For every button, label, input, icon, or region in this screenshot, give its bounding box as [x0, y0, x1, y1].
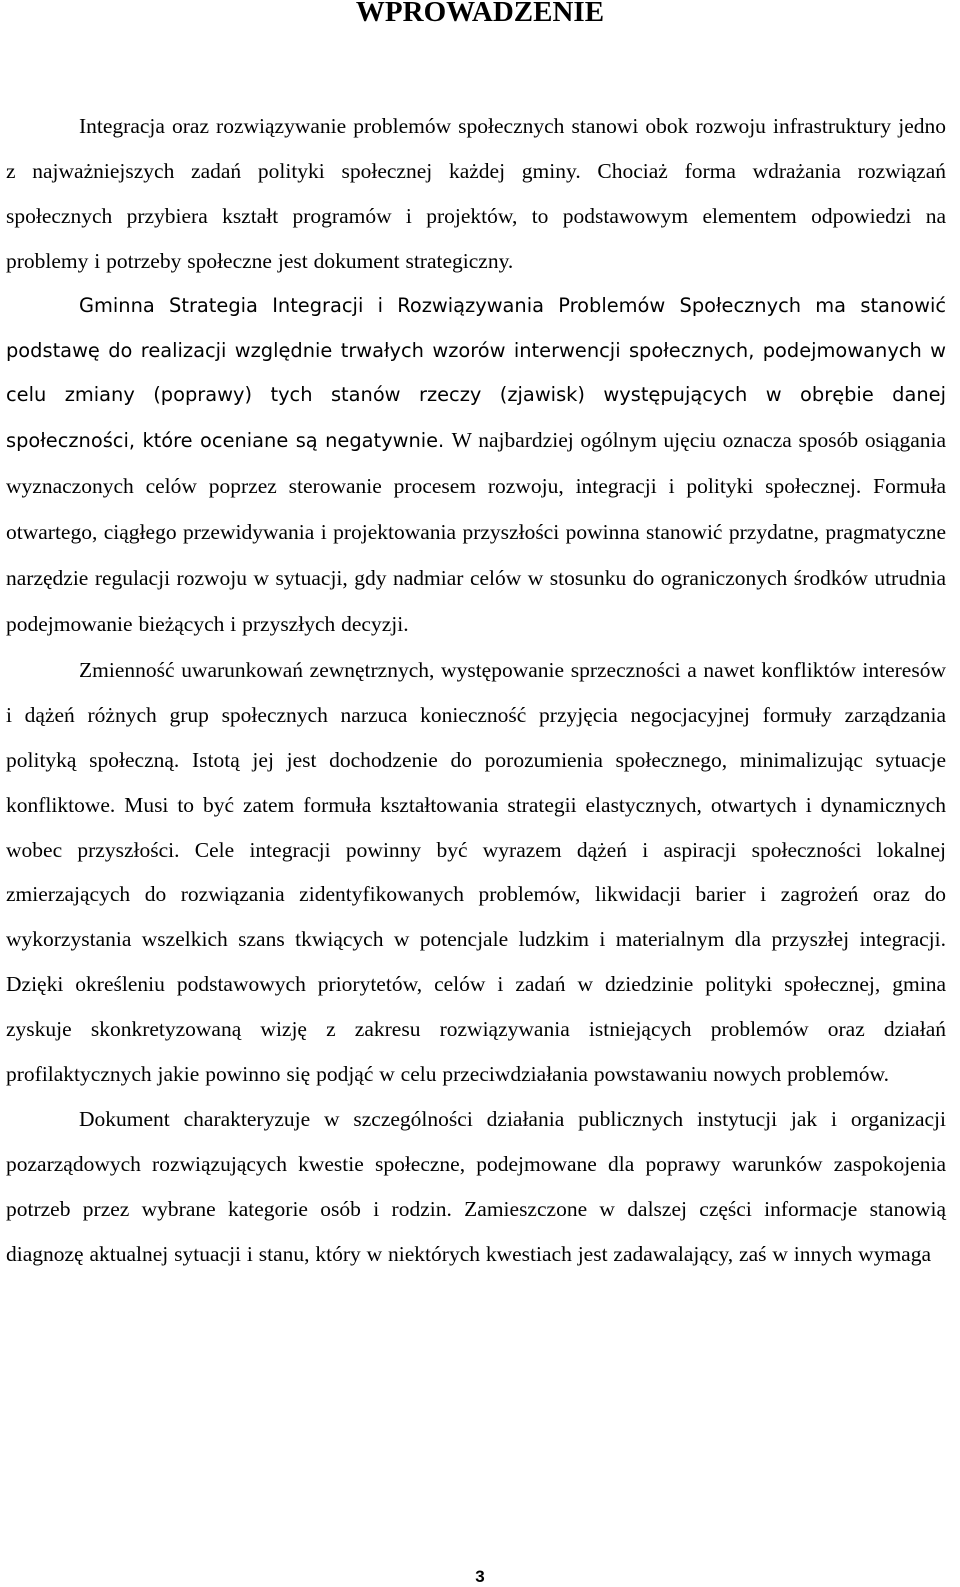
paragraph-strategy-meaning: W najbardziej ogólnym ujęciu oznacza sposób osiągania wyznaczonych celów poprzez sterowanie procesem rozwoju, integracji i polityki społecznej. Formuła otwartego, ciągłego przewidywania i projektowania przyszłości powinna stanowić przydatne, pragmatyczne narzędzie regulacji rozwoju w sytuacji, gdy nadmiar celów w stosunku do ograniczonych środków utrudnia podejmowanie bieżących i przyszłych decyzji. [6, 428, 947, 636]
document-body [6, 104, 946, 1277]
paragraph-strategy-definition [6, 284, 946, 648]
paragraph-intro: Integracja oraz rozwiązywanie problemów społecznych stanowi obok rozwoju infrastruktury jedno z najważniejszych zadań polityki społecznej każdej gminy. Chociaż forma wdrażania rozwiązań społecznych przybiera kształt programów i projektów, to podstawowym elementem odpowiedzi na problemy i potrzeby społeczne jest dokument strategiczny. [6, 114, 946, 273]
paragraph-strategy-definition-text: Gminna Strategia Integracji i Rozwiązywania Problemów Społecznych ma stanowić podstawę do realizacji względnie trwałych wzorów interwencji społecznych, podejmowanych w celu zmiany (poprawy) tych stanów rzeczy (zjawisk) występujących w obrębie danej społeczności, które oceniane są negatywnie. [6, 293, 946, 453]
page-title: WPROWADZENIE [355, 0, 605, 28]
paragraph-document-scope: Dokument charakteryzuje w szczególności działania publicznych instytucji jak i organizacji pozarządowych rozwiązujących kwestie społeczne, podejmowane dla poprawy warunków zaspokojenia potrzeb przez wybrane kategorie osób i rodzin. Zamieszczone w dalszej części informacje stanowią diagnozę aktualnej sytuacji i stanu, który w niektórych kwestiach jest zadawalający, zaś w innych wymaga [6, 1106, 946, 1266]
page-number: 3 [475, 1567, 485, 1586]
paragraph-negotiation: Zmienność uwarunkowań zewnętrznych, występowanie sprzeczności a nawet konfliktów interesów i dążeń różnych grup społecznych narzuca konieczność przyjęcia negocjacyjnej formuły zarządzania polityką społeczną. Istotą jej jest dochodzenie do porozumienia społecznego, minimalizując sytuacje konfliktowe. Musi to być zatem formuła kształtowania strategii elastycznych, otwartych i dynamicznych wobec przyszłości. Cele integracji powinny być wyrazem dążeń i aspiracji społeczności lokalnej zmierzających do rozwiązania zidentyfikowanych problemów, likwidacji barier i zagrożeń oraz do wykorzystania wszelkich szans tkwiących w potencjale ludzkim i materialnym dla przyszłej integracji. Dzięki określeniu podstawowych priorytetów, celów i zadań w dziedzinie polityki społecznej, gmina zyskuje skonkretyzowaną wizję z zakresu rozwiązywania istniejących problemów oraz działań profilaktycznych jakie powinno się podjąć w celu przeciwdziałania powstawaniu nowych problemów. [6, 657, 946, 1087]
